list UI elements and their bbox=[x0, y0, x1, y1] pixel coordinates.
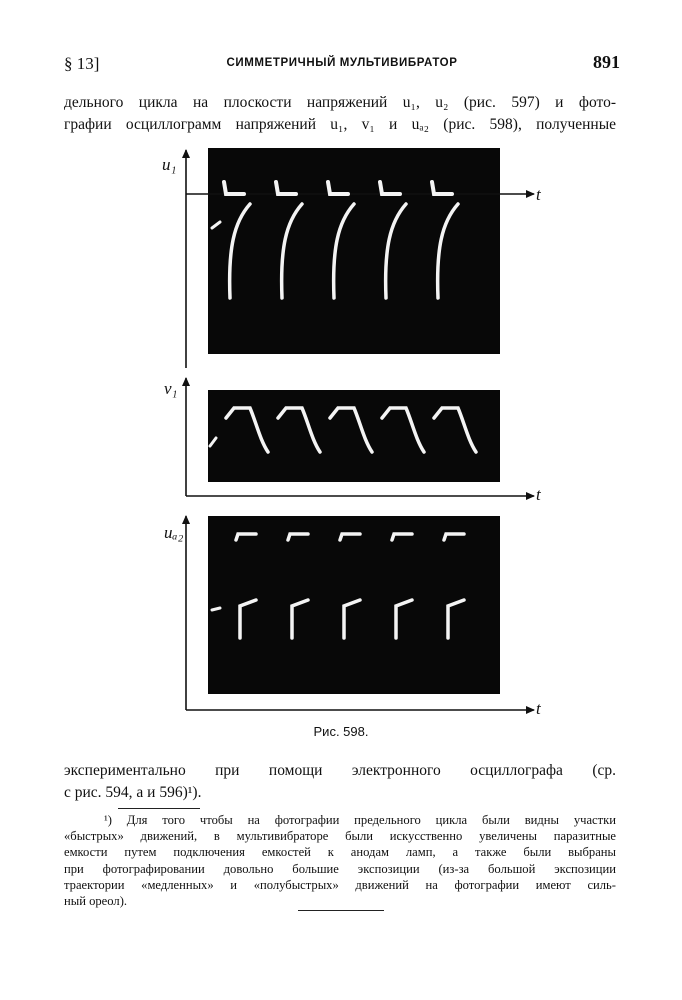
label-ua2: uₐ₂ bbox=[164, 523, 184, 542]
label-v1: v₁ bbox=[164, 379, 178, 398]
oscillogram-svg bbox=[150, 138, 560, 724]
paragraph-line: графии осциллограмм напряжений u₁, v₁ и uₐ₂ (рис. 598), полученные bbox=[64, 116, 616, 133]
oscillogram-panel-ua2 bbox=[208, 516, 500, 694]
running-title: СИММЕТРИЧНЫЙ МУЛЬТИВИБРАТОР bbox=[226, 57, 458, 69]
oscillogram-panel-u1 bbox=[208, 148, 500, 354]
paragraph-line: дельного цикла на плоскости напряжений u₁, u₂ (рис. 597) и фото- bbox=[64, 94, 616, 111]
page-number: 891 bbox=[593, 52, 620, 72]
label-t-1: t bbox=[536, 185, 541, 204]
figure-caption: Рис. 598. bbox=[313, 724, 369, 739]
footnote-line: емкости путем подключения емкостей к анодам ламп, а также были выбраны bbox=[64, 845, 616, 860]
oscillogram-panel-v1 bbox=[208, 390, 500, 482]
running-header bbox=[64, 52, 620, 78]
paragraph-top bbox=[64, 92, 616, 136]
footnote-line: «быстрых» движений, в мультивибраторе были искусственно увеличены паразитные bbox=[64, 829, 616, 844]
footnote-line: траектории «медленных» и «полубыстрых» движений на фотографии имеют силь- bbox=[64, 877, 616, 892]
oscillogram-figure bbox=[150, 138, 560, 724]
paragraph-bottom bbox=[64, 760, 616, 804]
label-u1: u₁ bbox=[162, 155, 177, 174]
section-number: § 13] bbox=[64, 54, 100, 73]
footnote bbox=[64, 812, 616, 909]
footnote-line: при фотографировании довольно большие экспозиции (из-за большой экспозиции bbox=[64, 861, 616, 876]
paragraph-line: с рис. 594, а и 596)¹). bbox=[64, 784, 202, 801]
footnote-divider bbox=[118, 808, 200, 809]
footnote-line: ный ореол). bbox=[64, 894, 128, 909]
paragraph-line: экспериментально при помощи электронного осциллографа (ср. bbox=[64, 762, 616, 779]
trace-edge bbox=[212, 608, 220, 610]
end-divider bbox=[298, 910, 384, 911]
label-t-3: t bbox=[536, 699, 541, 718]
footnote-line: ¹) Для того чтобы на фотографии предельного цикла были видны участки bbox=[104, 813, 616, 827]
label-t-2: t bbox=[536, 485, 541, 504]
